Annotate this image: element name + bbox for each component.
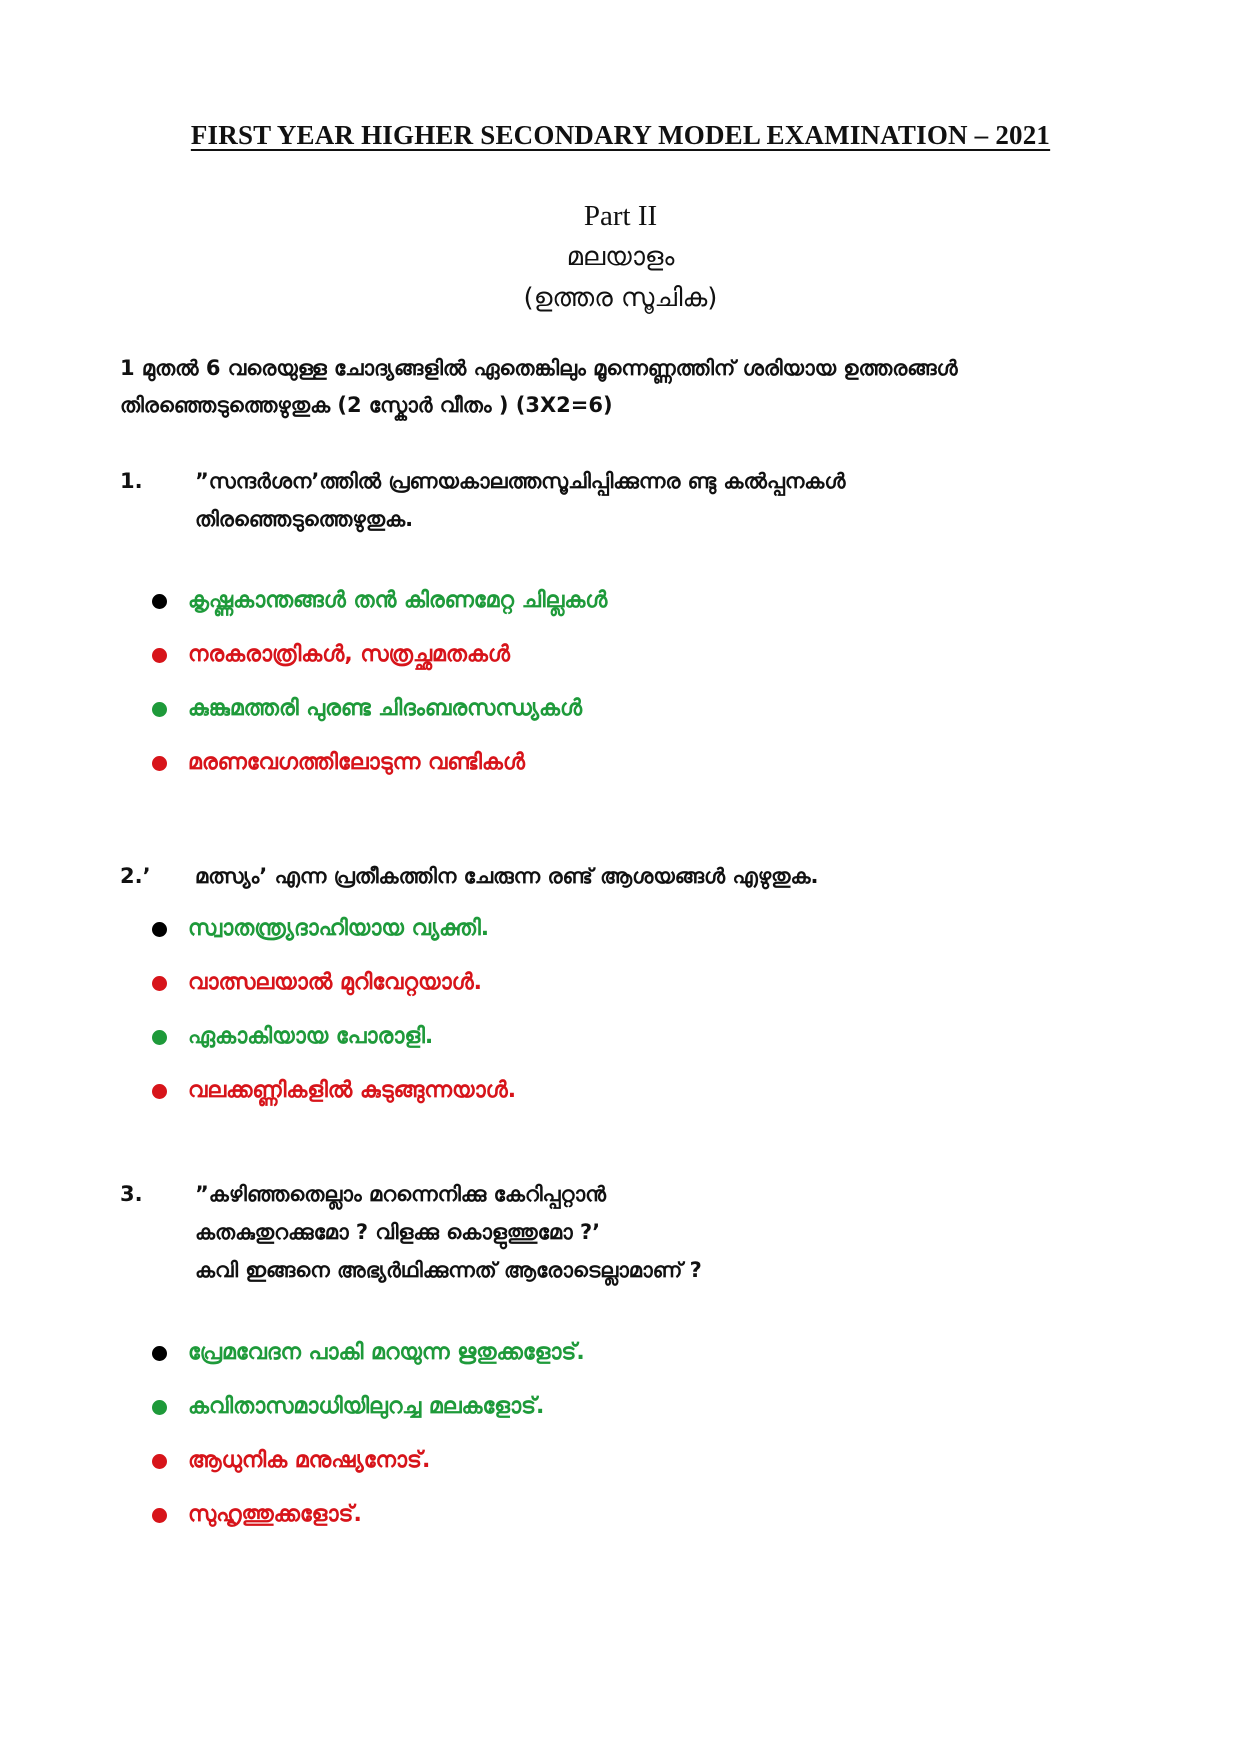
answer-option [152,963,516,1017]
question-line: ”സന്ദർശന’ത്തിൽ പ്രണയകാലത്തസൂചിപ്പിക്കുന്നര ണ്ടു കൽപ്പനകൾ [195,469,846,493]
answer-text: വാത്സലയാൽ മുറിവേറ്റയാൾ. [188,970,483,995]
exam-title: FIRST YEAR HIGHER SECONDARY MODEL EXAMINATION – 2021 [190,120,1051,150]
answer-option [152,1333,585,1387]
answer-list-1 [152,581,607,797]
instruction-line: തിരഞ്ഞെടുത്തെഴുതുക (2 സ്കോർ വീതം ) (3X2=6) [120,393,613,417]
answer-text: കൃഷ്ണകാന്തങ്ങൾ തൻ കിരണമേറ്റ ചില്ലകൾ [188,588,608,613]
question-text [195,1175,1095,1289]
instruction-line: 1 മുതൽ 6 വരെയുള്ള ചോദ്യങ്ങളിൽ ഏതെങ്കിലും മൂന്നെണ്ണത്തിന് ശരിയായ ഉത്തരങ്ങൾ [120,356,958,380]
answer-text: പ്രേമവേദന പാകി മറയുന്ന ഋതുക്കളോട്. [188,1340,585,1365]
bullet-icon [152,1508,167,1523]
bullet-icon [152,1454,167,1469]
bullet-icon [152,1030,167,1045]
answer-option [152,743,607,797]
instruction-text [120,350,1120,424]
subject-title: മലയാളം [566,242,675,272]
answer-option [152,909,516,963]
bullet-icon [152,1400,167,1415]
part-label: Part II [583,200,658,232]
answer-text: ഏകാകിയായ പോരാളി. [188,1024,434,1049]
bullet-icon [152,756,167,771]
bullet-icon [152,702,167,717]
answer-option [152,635,607,689]
bullet-icon [152,594,167,609]
question-number: 1. [120,469,143,493]
answer-option [152,689,607,743]
question-line: മത്സ്യം’ എന്ന പ്രതീകത്തിന ചേരുന്ന രണ്ട് ആശയങ്ങൾ എഴുതുക. [195,864,819,888]
answer-key-subtitle: (ഉത്തര സൂചിക) [523,283,718,313]
bullet-icon [152,1084,167,1099]
answer-list-2 [152,909,516,1125]
answer-text: സ്വാതന്ത്ര്യദാഹിയായ വ്യക്തി. [188,916,490,941]
answer-text: നരകരാത്രികൾ, സത്രച്ഛമതകൾ [188,642,510,667]
answer-text: സുഹൃത്തുക്കളോട്. [188,1502,362,1527]
answer-option [152,1017,516,1071]
question-number: 2.’ [120,864,151,888]
question-number: 3. [120,1182,143,1206]
bullet-icon [152,1346,167,1361]
question-line: ”കഴിഞ്ഞതെല്ലാം മറന്നെനിക്കു കേറിപ്പറ്റാൻ [195,1182,606,1206]
answer-text: കവിതാസമാധിയിലുറച്ച മലകളോട്. [188,1394,545,1419]
answer-text: മരണവേഗത്തിലോടുന്ന വണ്ടികൾ [188,750,525,775]
answer-text: ആധുനിക മനുഷ്യനോട്. [188,1448,431,1473]
answer-option [152,1495,585,1549]
question-line: കവി ഇങ്ങനെ അഭ്യർഥിക്കുന്നത് ആരോടെല്ലാമാണ് ? [195,1258,702,1282]
answer-option [152,581,607,635]
bullet-icon [152,976,167,991]
answer-option [152,1071,516,1125]
answer-list-3 [152,1333,585,1549]
bullet-icon [152,922,167,937]
answer-option [152,1441,585,1495]
question-line: കതകുതുറക്കുമോ ? വിളക്കു കൊളുത്തുമോ ?’ [195,1220,601,1244]
question-text [195,857,1095,895]
answer-text: വലക്കണ്ണികളിൽ കുടുങ്ങുന്നയാൾ. [188,1078,517,1103]
answer-option [152,1387,585,1441]
question-text [195,462,1095,538]
answer-text: കുങ്കുമത്തരി പുരണ്ട ചിദംബരസന്ധ്യകൾ [188,696,583,721]
bullet-icon [152,648,167,663]
question-line: തിരഞ്ഞെടുത്തെഴുതുക. [195,507,414,531]
